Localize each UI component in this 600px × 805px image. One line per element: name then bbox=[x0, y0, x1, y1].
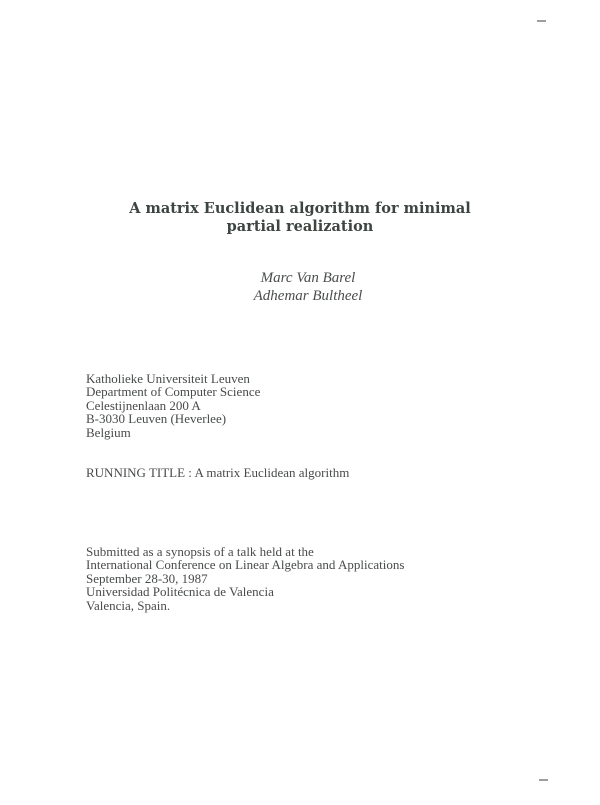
submission-line: September 28-30, 1987 bbox=[86, 570, 208, 586]
running-title bbox=[86, 466, 349, 479]
submission-line: Universidad Politécnica de Valencia bbox=[86, 584, 274, 600]
affiliation-line: Katholieke Universiteit Leuven bbox=[86, 371, 250, 386]
affiliation-line: B-3030 Leuven (Heverlee) bbox=[86, 411, 227, 427]
bottom-scan-mark bbox=[539, 779, 548, 781]
author-1: Marc Van Barel bbox=[260, 270, 356, 286]
affiliation-line: Department of Computer Science bbox=[86, 384, 261, 400]
affiliation-line: Celestijnenlaan 200 A bbox=[86, 397, 201, 413]
affiliation-line: Belgium bbox=[86, 424, 131, 440]
affiliation bbox=[86, 372, 260, 439]
title-line-1: A matrix Euclidean algorithm for minimal bbox=[129, 200, 471, 217]
submission-line: International Conference on Linear Algebra and Applications bbox=[86, 557, 405, 573]
running-title-text: RUNNING TITLE : A matrix Euclidean algorithm bbox=[86, 465, 350, 480]
submission-line: Submitted as a synopsis of a talk held at the bbox=[86, 544, 314, 559]
title-line-2: partial realization bbox=[226, 218, 374, 235]
top-scan-mark bbox=[537, 20, 546, 22]
author-2: Adhemar Bultheel bbox=[253, 288, 363, 304]
submission-line: Valencia, Spain. bbox=[86, 597, 171, 613]
submission-note bbox=[86, 545, 404, 612]
authors bbox=[0, 269, 600, 305]
paper-title bbox=[0, 200, 600, 236]
